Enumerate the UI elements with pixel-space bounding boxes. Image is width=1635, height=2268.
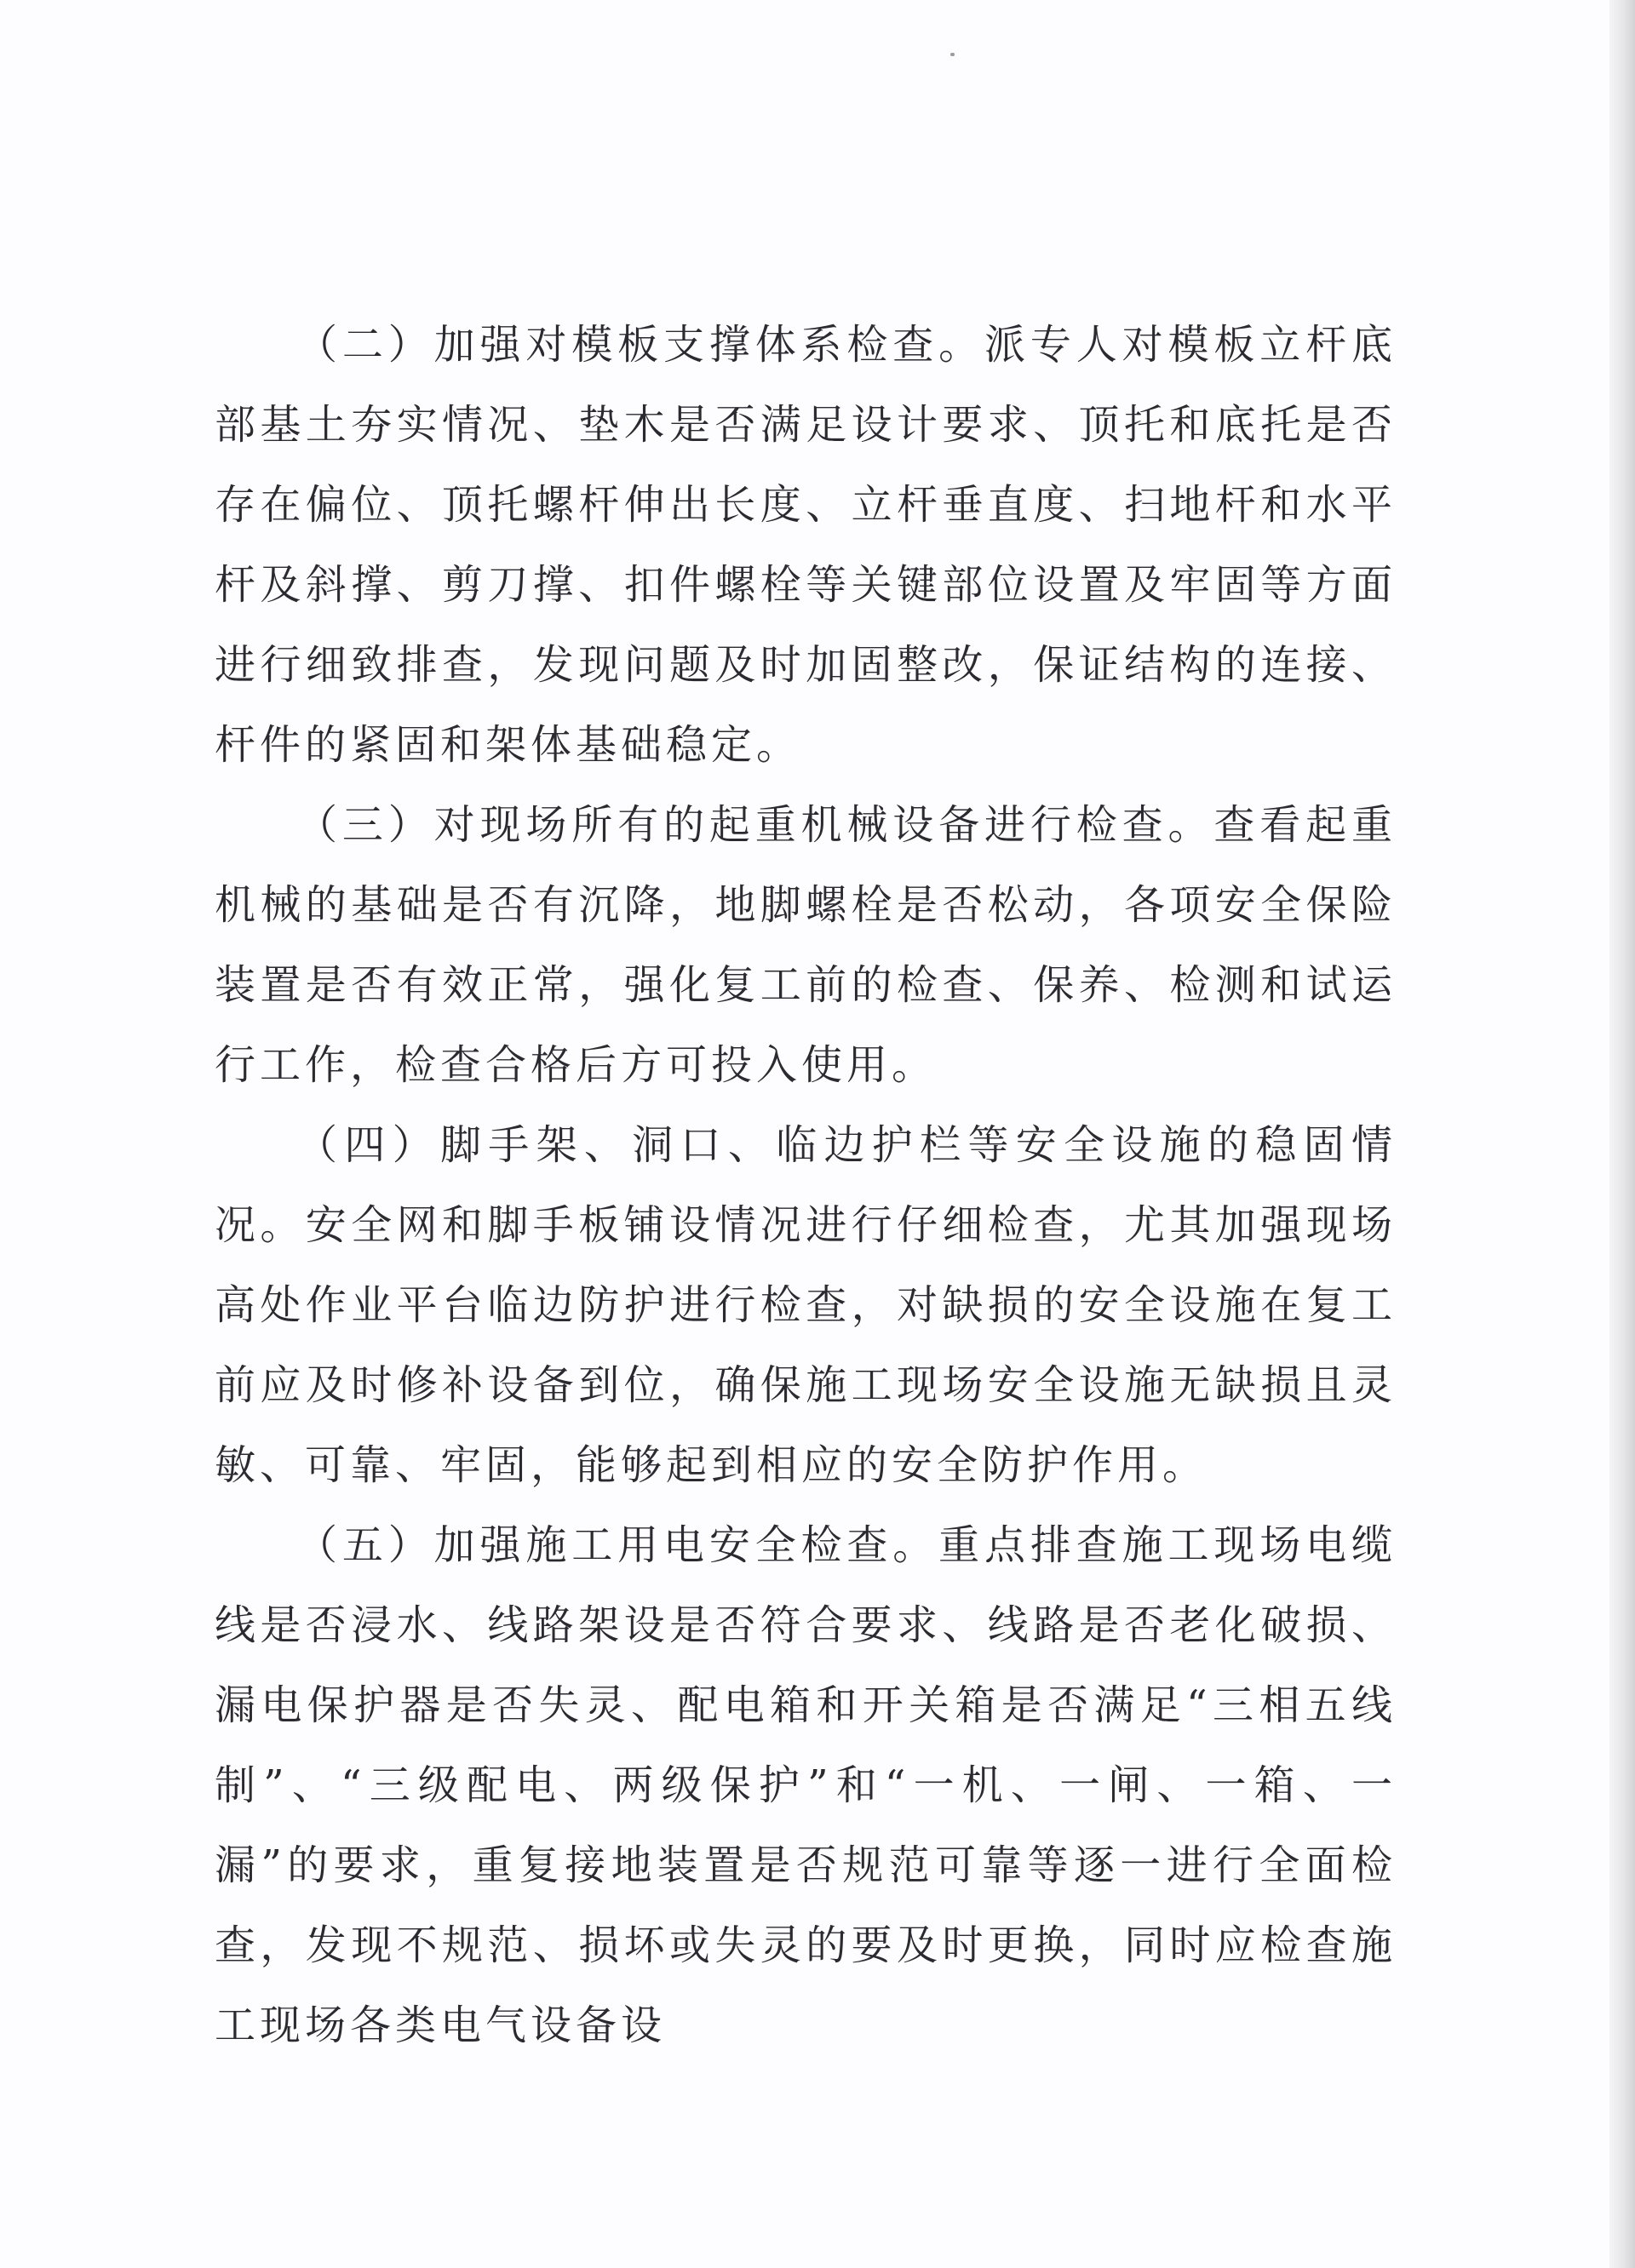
paragraph-electrical-safety-inspection: （五）加强施工用电安全检查。重点排查施工现场电缆线是否浸水、线路架设是否符合要求、线路是否老化破损、漏电保护器是否失灵、配电箱和开关箱是否满足“三相五线制”、“三级配电、两级保护”和“一机、一闸、一箱、一漏”的要求，重复接地装置是否规范可靠等逐一进行全面检查，发现不规范、损坏或失灵的要及时更换，同时应检查施工现场各类电气设备设 — [215, 1521, 1397, 2049]
paragraph-scaffold-guardrail-inspection: （四）脚手架、洞口、临边护栏等安全设施的稳固情况。安全网和脚手板铺设情况进行仔细检查，尤其加强现场高处作业平台临边防护进行检查，对缺损的安全设施在复工前应及时修补设备到位，确保施工现场安全设施无缺损且灵敏、可靠、牢固，能够起到相应的安全防护作用。 — [215, 1121, 1397, 1489]
document-body — [215, 305, 1397, 2065]
scan-edge-shadow — [1609, 0, 1635, 2268]
scan-speck — [950, 53, 955, 56]
paragraph-formwork-support-inspection: （二）加强对模板支撑体系检查。派专人对模板立杆底部基土夯实情况、垫木是否满足设计要求、顶托和底托是否存在偏位、顶托螺杆伸出长度、立杆垂直度、扫地杆和水平杆及斜撑、剪刀撑、扣件螺栓等关键部位设置及牢固等方面进行细致排查，发现问题及时加固整改，保证结构的连接、杆件的紧固和架体基础稳定。 — [215, 321, 1397, 769]
paragraph-lifting-machinery-inspection: （三）对现场所有的起重机械设备进行检查。查看起重机械的基础是否有沉降，地脚螺栓是否松动，各项安全保险装置是否有效正常，强化复工前的检查、保养、检测和试运行工作，检查合格后方可投入使用。 — [215, 801, 1397, 1089]
